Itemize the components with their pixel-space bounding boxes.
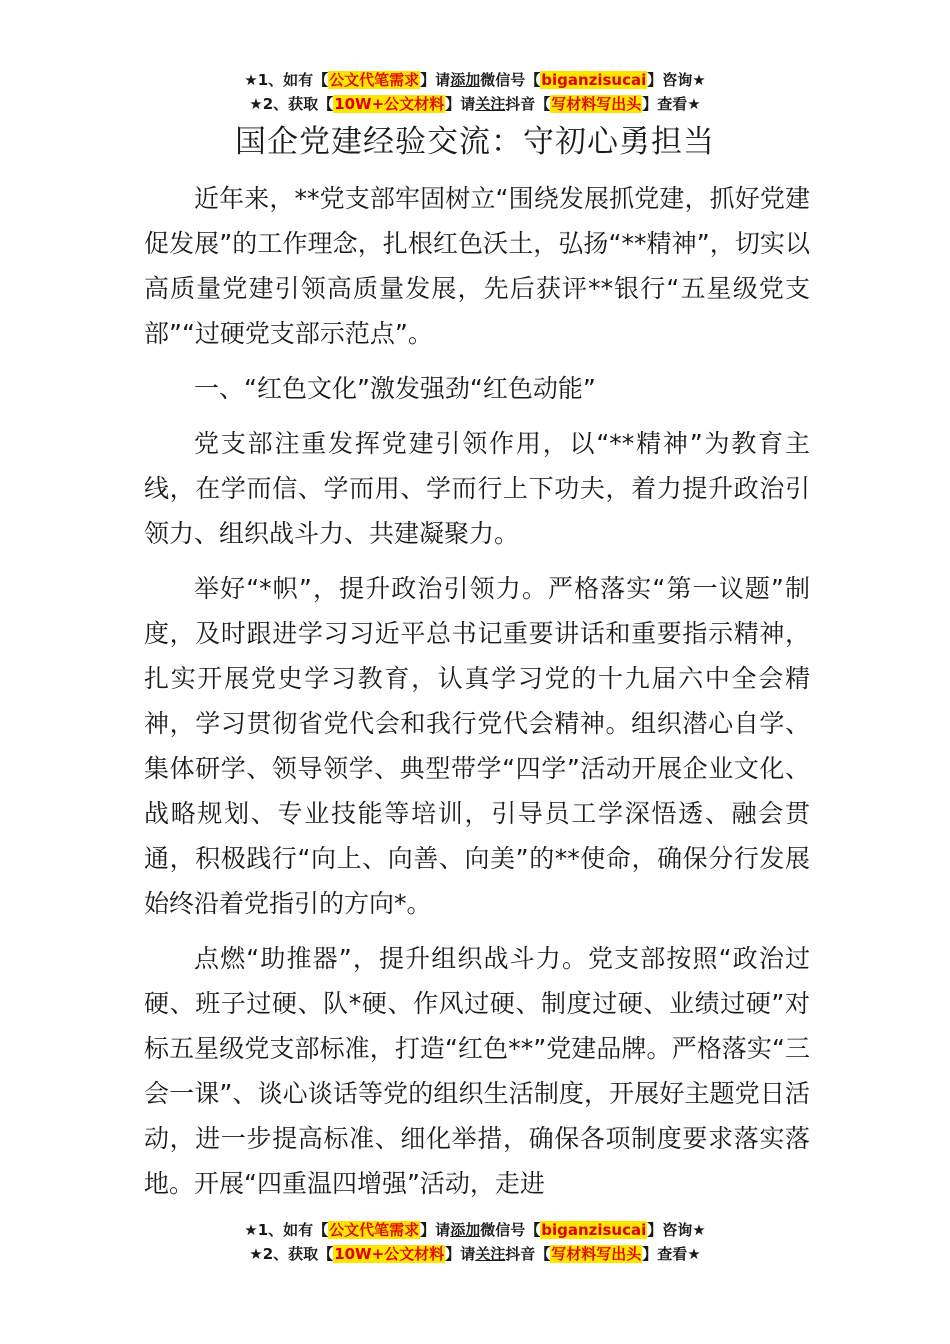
banner-highlight: 10W+公文材料 — [334, 95, 445, 113]
paragraph: 举好“*帜”，提升政治引领力。严格落实“第一议题”制度，及时跟进学习习近平总书记重要讲话和重要指示精神，扎实开展党史学习教育，认真学习党的十九届六中全会精神，学习贯彻省党代会和我行党代会精神。组织潜心自学、集体研学、领导领学、典型带学“四学”活动开展企业文化、战略规划、专业技能等培训，引导员工学深悟透、融会贯通，积极践行“向上、向善、向美”的**使命，确保分行发展始终沿着党指引的方向*。 — [144, 574, 810, 918]
banner-line-1 — [0, 68, 950, 92]
banner-text: 】查看★ — [642, 95, 701, 113]
banner-highlight: biganzisucai — [541, 1221, 647, 1239]
banner-highlight: 公文代笔需求 — [329, 1221, 420, 1239]
banner-underline: 关注 — [475, 95, 506, 113]
banner-text: ★2、获取【 — [249, 95, 334, 113]
header-banner — [0, 68, 950, 116]
banner-text: 】请 — [420, 71, 451, 89]
banner-underline: 添加 — [450, 1221, 481, 1239]
paragraph: 点燃“助推器”，提升组织战斗力。党支部按照“政治过硬、班子过硬、队*硬、作风过硬、制度过硬、业绩过硬”对标五星级党支部标准，打造“红色**”党建品牌。严格落实“三会一课”、谈心谈话等党的组织生活制度，开展好主题党日活动，进一步提高标准、细化举措，确保各项制度要求落实落地。开展“四重温四增强”活动，走进 — [144, 944, 810, 1198]
banner-underline: 添加 — [450, 71, 481, 89]
document-title: 国企党建经验交流：守初心勇担当 — [235, 124, 715, 160]
banner-line-1 — [0, 1218, 950, 1242]
banner-text: ★1、如有【 — [244, 1221, 329, 1239]
footer-banner — [0, 1218, 950, 1266]
document-body — [144, 176, 810, 1216]
banner-text: ★2、获取【 — [249, 1245, 334, 1263]
banner-text: 抖音【 — [505, 1245, 551, 1263]
banner-highlight: 10W+公文材料 — [334, 1245, 445, 1263]
banner-text: 微信号【 — [480, 71, 541, 89]
paragraph: 党支部注重发挥党建引领作用，以“**精神”为教育主线，在学而信、学而用、学而行上下功夫，着力提升政治引领力、组织战斗力、共建凝聚力。 — [144, 429, 810, 548]
banner-text: 】咨询★ — [647, 71, 706, 89]
banner-text: 】请 — [445, 1245, 476, 1263]
banner-text: 】请 — [445, 95, 476, 113]
banner-highlight: biganzisucai — [541, 71, 647, 89]
banner-text: 抖音【 — [505, 95, 551, 113]
banner-line-2 — [0, 1242, 950, 1266]
banner-highlight: 写材料写出头 — [551, 1245, 642, 1263]
banner-text: 】请 — [420, 1221, 451, 1239]
banner-highlight: 写材料写出头 — [551, 95, 642, 113]
banner-text: 】咨询★ — [647, 1221, 706, 1239]
banner-highlight: 公文代笔需求 — [329, 71, 420, 89]
paragraph: 近年来，**党支部牢固树立“围绕发展抓党建，抓好党建促发展”的工作理念，扎根红色沃土，弘扬“**精神”，切实以高质量党建引领高质量发展，先后获评**银行“五星级党支部”“过硬党支部示范点”。 — [144, 184, 810, 348]
section-heading: 一、“红色文化”激发强劲“红色动能” — [194, 374, 596, 403]
banner-underline: 关注 — [475, 1245, 506, 1263]
banner-text: ★1、如有【 — [244, 71, 329, 89]
banner-text: 】查看★ — [642, 1245, 701, 1263]
banner-text: 微信号【 — [480, 1221, 541, 1239]
banner-line-2 — [0, 92, 950, 116]
